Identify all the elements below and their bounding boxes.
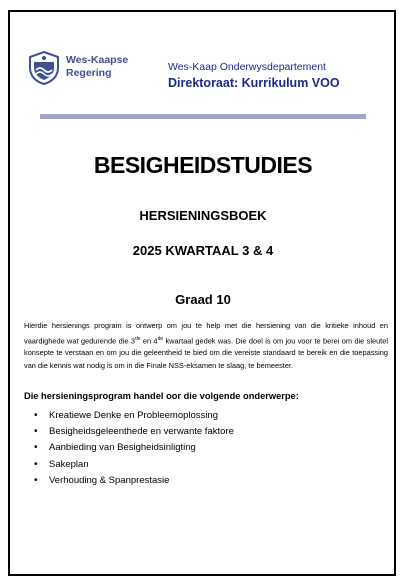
intro-text-1: Hierdie hersienings program is ontwerp om jou te help met die hersiening van die kritieke inhoud en vaardighede wat gedurende die 3 [24, 321, 388, 345]
logo-line-2: Regering [66, 67, 112, 79]
grade-label: Graad 10 [175, 292, 231, 307]
intro-superscript-2: de [157, 335, 164, 342]
topics-heading: Die hersieningsprogram handel oor die volgende onderwerpe: [24, 391, 299, 401]
logo-wordmark [66, 54, 128, 80]
logo-line-1: Wes-Kaapse [66, 54, 129, 66]
list-item: • Verhouding & Spanprestasie [34, 473, 234, 489]
coat-of-arms-icon [26, 50, 62, 86]
document-title: BESIGHEIDSTUDIES [93, 152, 313, 178]
list-item: • Aanbieding van Besigheidsinligting [34, 440, 234, 456]
intro-paragraph [24, 320, 388, 372]
header-divider [40, 114, 366, 119]
government-logo [26, 50, 136, 90]
term-label: 2025 KWARTAAL 3 & 4 [132, 243, 274, 258]
directorate-name: Direktoraat: Kurrikulum VOO [168, 76, 340, 90]
list-item: • Sakeplan [34, 457, 234, 473]
intro-superscript-1: de [134, 335, 141, 342]
department-name: Wes-Kaap Onderwysdepartement [168, 61, 326, 73]
intro-text-2: en 4 [140, 335, 158, 345]
list-item: • Besigheidsgeleenthede en verwante faktore [34, 424, 234, 440]
document-subtitle: HERSIENINGSBOEK [139, 208, 267, 223]
list-item: • Kreatiewe Denke en Probleemoplossing [34, 408, 234, 424]
intro-text-3: kwartaal gedek was. Die doel is om jou voor te berei om die sleutel konsepte te verstaan en om jou die geleentheid te bied om die vereiste standaard te bereik en die toepassing van die kennis wat nodig is om in die Finale NSS-eksamen te slaag, te bemeester. [24, 335, 388, 370]
topics-list [34, 408, 234, 489]
